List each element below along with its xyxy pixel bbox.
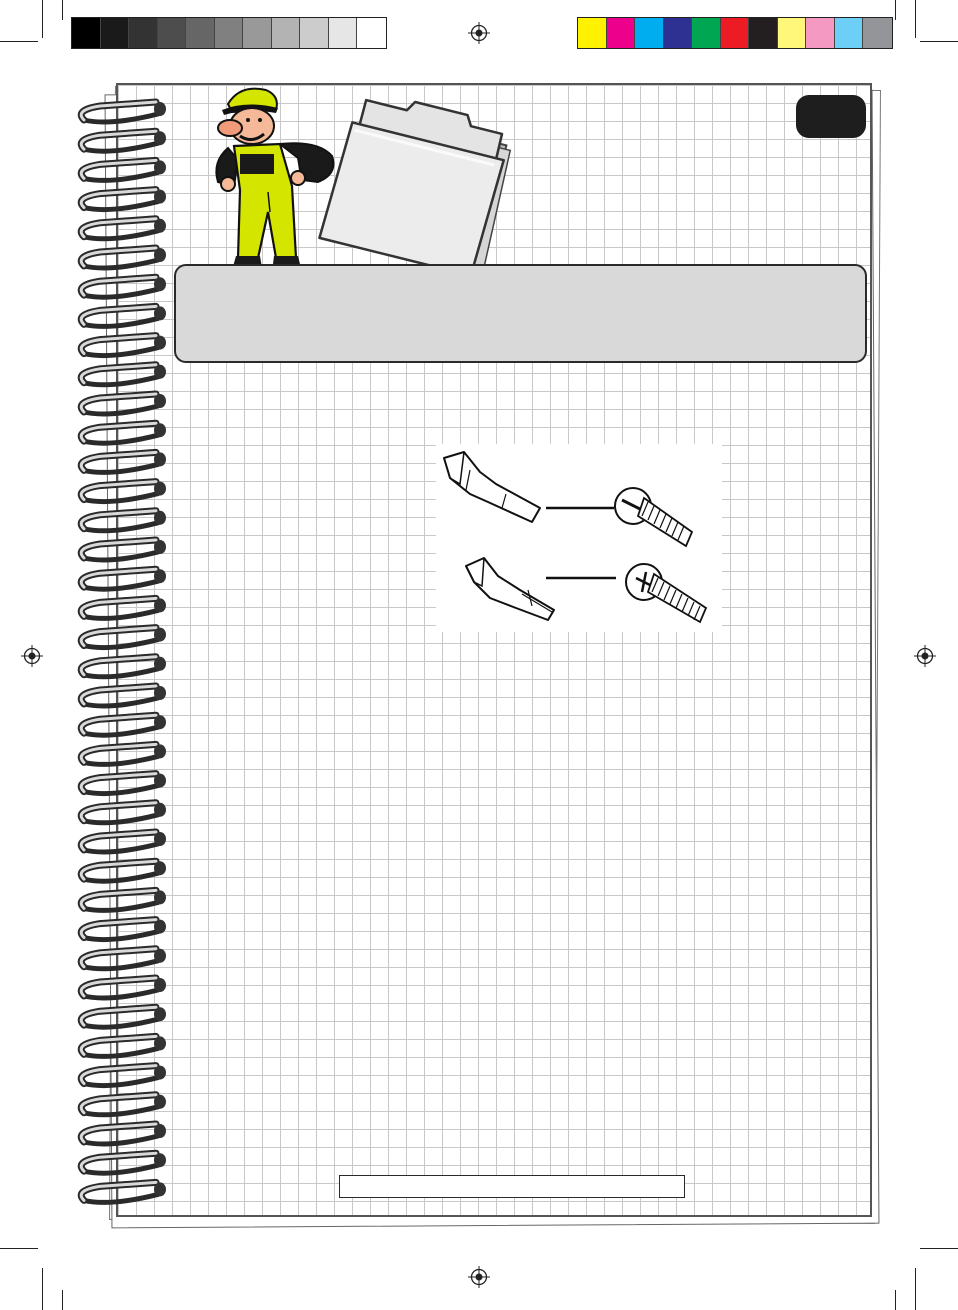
spiral-ring — [81, 949, 166, 969]
spiral-ring — [81, 832, 166, 852]
spiral-ring — [81, 423, 166, 443]
spiral-ring — [81, 394, 166, 414]
spiral-ring — [81, 803, 166, 823]
bit-screw-figure — [436, 444, 722, 632]
spiral-ring — [81, 598, 166, 618]
spiral-ring — [81, 1153, 166, 1173]
spiral-ring — [81, 744, 166, 764]
color-swatch — [863, 18, 892, 48]
color-swatch — [243, 18, 272, 48]
spiral-ring — [81, 1036, 166, 1056]
color-swatch — [186, 18, 215, 48]
color-swatch — [101, 18, 130, 48]
spiral-ring — [81, 1095, 166, 1115]
spiral-ring — [81, 657, 166, 677]
spiral-ring — [81, 219, 166, 239]
spiral-ring — [81, 861, 166, 881]
color-swatch — [635, 18, 664, 48]
spiral-ring — [81, 715, 166, 735]
worker-mascot-icon — [206, 82, 346, 278]
spiral-ring — [81, 336, 166, 356]
registration-mark-icon — [468, 1266, 490, 1288]
spiral-ring — [81, 131, 166, 151]
color-swatch — [749, 18, 778, 48]
spiral-ring — [81, 452, 166, 472]
color-swatch — [215, 18, 244, 48]
color-swatch — [578, 18, 607, 48]
spiral-ring — [81, 540, 166, 560]
grayscale-color-bar — [71, 17, 387, 49]
color-swatch — [664, 18, 693, 48]
color-swatch — [607, 18, 636, 48]
color-swatch — [129, 18, 158, 48]
spiral-ring — [81, 1007, 166, 1027]
color-swatch — [329, 18, 358, 48]
spiral-ring — [81, 1124, 166, 1144]
spiral-ring — [81, 365, 166, 385]
process-color-bar — [577, 17, 893, 49]
color-swatch — [692, 18, 721, 48]
color-swatch — [778, 18, 807, 48]
spiral-ring — [81, 102, 166, 122]
spiral-binding-icon — [70, 98, 170, 1226]
caption-box — [339, 1175, 685, 1198]
spiral-ring — [81, 628, 166, 648]
phillips-bit-icon — [466, 558, 554, 620]
registration-mark-icon — [21, 645, 43, 667]
page-number-tab — [796, 95, 866, 138]
color-swatch — [300, 18, 329, 48]
spiral-ring — [81, 1182, 166, 1202]
color-swatch — [835, 18, 864, 48]
spiral-ring — [81, 482, 166, 502]
color-swatch — [272, 18, 301, 48]
spiral-ring — [81, 511, 166, 531]
color-swatch — [721, 18, 750, 48]
phillips-screw-icon — [626, 564, 706, 622]
spiral-ring — [81, 190, 166, 210]
slotted-screw-icon — [615, 488, 692, 546]
color-swatch — [357, 18, 386, 48]
spiral-ring — [81, 277, 166, 297]
color-swatch — [806, 18, 835, 48]
spiral-ring — [81, 248, 166, 268]
spiral-ring — [81, 920, 166, 940]
color-swatch — [158, 18, 187, 48]
info-banner — [174, 264, 867, 363]
color-swatch — [72, 18, 101, 48]
spiral-ring — [81, 306, 166, 326]
registration-mark-icon — [468, 22, 490, 44]
spiral-ring — [81, 774, 166, 794]
spiral-ring — [81, 160, 166, 180]
spiral-ring — [81, 686, 166, 706]
spiral-ring — [81, 569, 166, 589]
registration-mark-icon — [914, 645, 936, 667]
slotted-bit-icon — [444, 452, 540, 522]
spiral-ring — [81, 1066, 166, 1086]
spiral-ring — [81, 978, 166, 998]
spiral-ring — [81, 890, 166, 910]
